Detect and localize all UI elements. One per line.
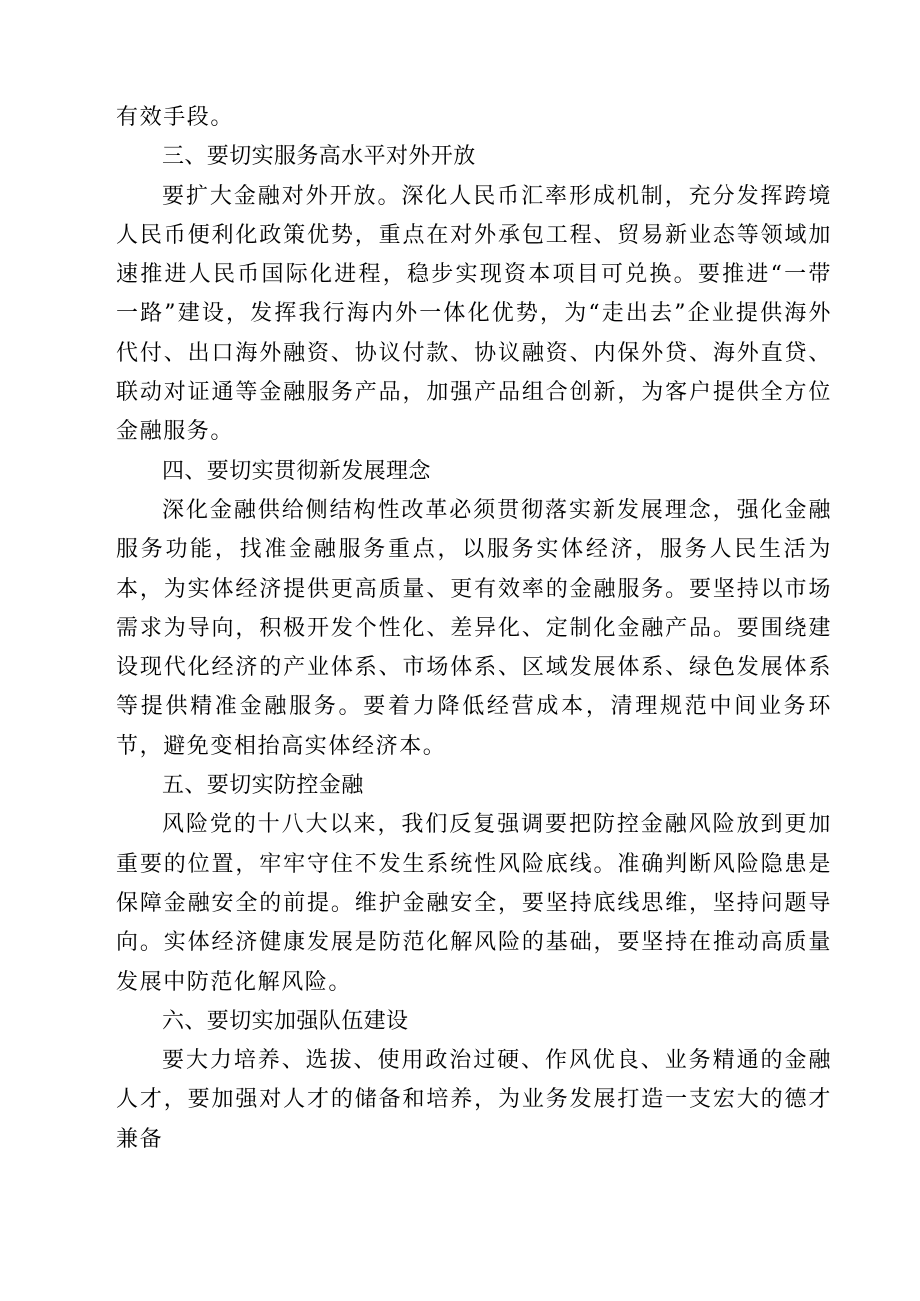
- paragraph-continuation: 有效手段。: [116, 105, 235, 130]
- section-heading-6: 六、要切实加强队伍建设: [162, 1008, 409, 1034]
- section-heading-4: 四、要切实贯彻新发展理念: [162, 458, 431, 484]
- section-heading-3: 三、要切实服务高水平对外开放: [162, 144, 476, 170]
- paragraph-section-4: 深化金融供给侧结构性改革必须贯彻落实新发展理念，强化金融服务功能，找准金融服务重点，以服务实体经济，服务人民生活为本，为实体经济提供更高质量、更有效率的金融服务。要坚持以市场需求为导向，积极开发个性化、差异化、定制化金融产品。要围绕建设现代化经济的产业体系、市场体系、区域发展体系、绿色发展体系等提供精准金融服务。要着力降低经营成本，清理规范中间业务环节，避免变相抬高实体经济本。: [116, 497, 832, 759]
- paragraph-section-5: 风险党的十八大以来，我们反复强调要把防控金融风险放到更加重要的位置，牢牢守住不发生系统性风险底线。准确判断风险隐患是保障金融安全的前提。维护金融安全，要坚持底线思维，坚持问题导向。实体经济健康发展是防范化解风险的基础，要坚持在推动高质量发展中防范化解风险。: [116, 812, 832, 995]
- document-body: [116, 98, 832, 1159]
- paragraph-section-3: 要扩大金融对外开放。深化人民币汇率形成机制，充分发挥跨境人民币便利化政策优势，重点在对外承包工程、贸易新业态等领域加速推进人民币国际化进程，稳步实现资本项目可兑换。要推进“一带一路”建设，发挥我行海内外一体化优势，为“走出去”企业提供海外代付、出口海外融资、协议付款、协议融资、内保外贷、海外直贷、联动对证通等金融服务产品，加强产品组合创新，为客户提供全方位金融服务。: [116, 183, 832, 445]
- section-heading-5: 五、要切实防控金融: [162, 773, 364, 799]
- paragraph-section-6: 要大力培养、选拔、使用政治过硬、作风优良、业务精通的金融人才，要加强对人才的储备和培养，为业务发展打造一支宏大的德才兼备: [116, 1048, 832, 1152]
